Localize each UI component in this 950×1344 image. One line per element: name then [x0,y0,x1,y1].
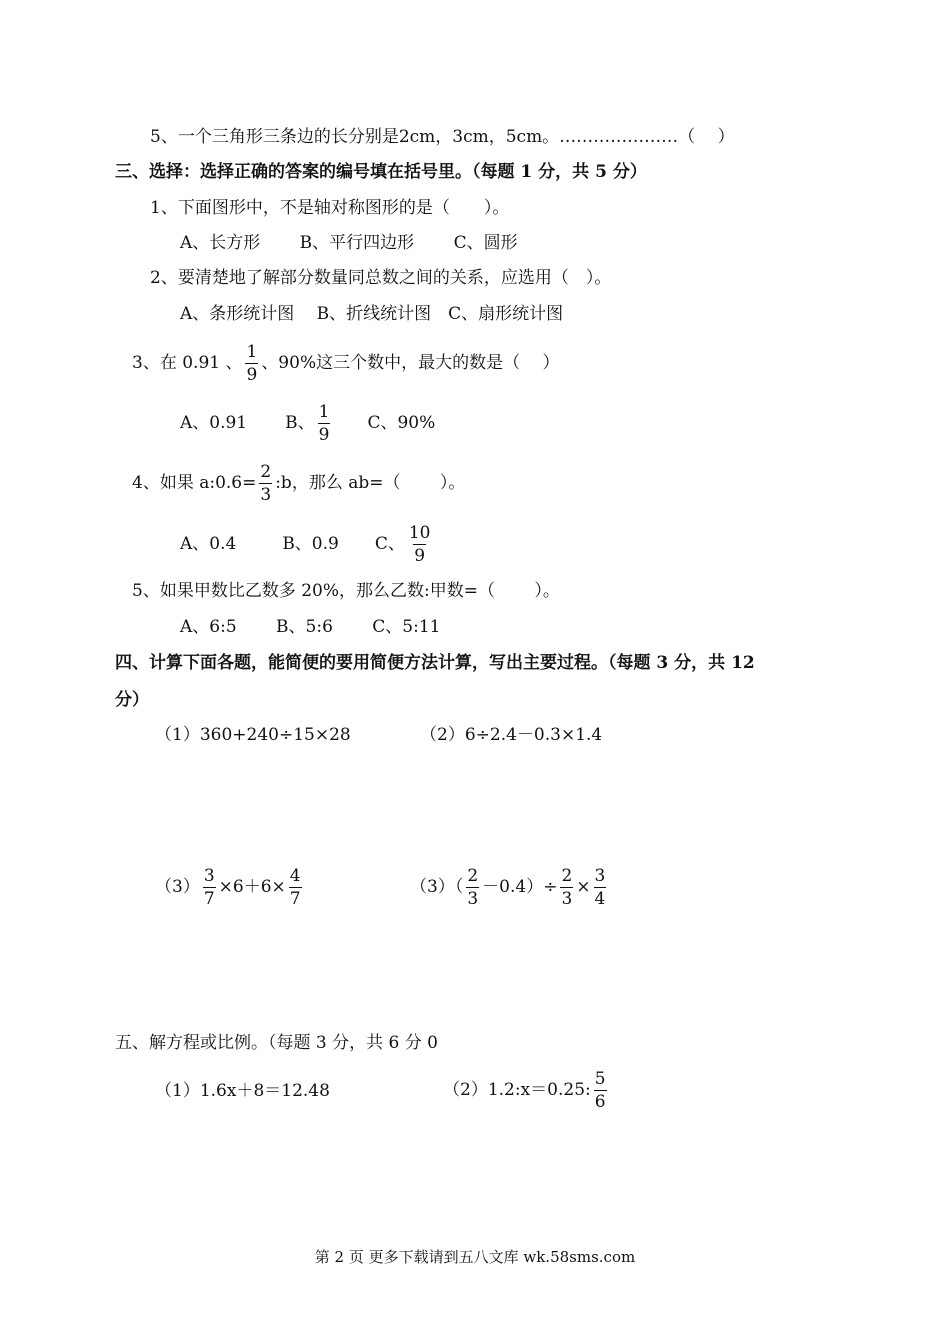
question-3-4-text-post: :b，那么 ab=（ ）。 [275,473,466,493]
question-3-2-options: A、条形统计图 B、折线统计图 C、扇形统计图 [180,304,564,324]
question-3-4-text-pre: 4、如果 a:0.6= [132,473,257,493]
fraction: $\frac{1}{9}$ [318,402,330,445]
question-3-3-options [180,403,435,444]
fraction: $\frac{4}{7}$ [289,866,301,909]
page-footer: 第 2 页 更多下载请到五八文库 wk.58sms.com [314,1248,636,1266]
section-4-heading-line-1: 四、计算下面各题，能简便的要用简便方法计算，写出主要过程。（每题 3 分，共 12 [115,653,755,673]
question-3-4-options [180,524,435,565]
fraction: $\frac{3}{7}$ [203,866,215,909]
fraction: $\frac{10}{9}$ [408,523,431,566]
question-3-5-options: A、6:5 B、5:6 C、5:11 [180,617,441,637]
question-3-1: 1、下面图形中，不是轴对称图形的是（ ）。 [150,198,510,218]
fraction: $\frac{2}{3}$ [561,866,573,909]
fraction: $\frac{5}{6}$ [594,1069,606,1112]
fraction: $\frac{1}{9}$ [246,342,258,385]
option-c: C、 [374,534,405,554]
question-3-2: 2、要清楚地了解部分数量同总数之间的关系，应选用（ ）。 [150,268,612,288]
section-5-heading: 五、解方程或比例。（每题 3 分，共 6 分 0 [115,1033,438,1053]
calc-problem-2: （2）6÷2.4－0.3×1.4 [420,725,603,745]
option-b: B、0.9 [282,534,339,554]
fraction: $\frac{3}{4}$ [594,866,606,909]
question-3-1-options: A、长方形 B、平行四边形 C、圆形 [180,233,518,253]
section-3-heading: 三、选择：选择正确的答案的编号填在括号里。（每题 1 分，共 5 分） [115,162,647,182]
option-c: C、90% [367,413,436,433]
calc-problem-1: （1）360+240÷15×28 [155,725,351,745]
fraction: $\frac{2}{3}$ [260,462,272,505]
fraction: $\frac{2}{3}$ [467,866,479,909]
section-4-heading-line-2: 分） [115,690,149,710]
equation-2: （2）1.2:x＝0.25: $\frac{5}{6}$ [443,1069,606,1112]
question-3-3 [132,343,560,384]
question-3-5: 5、如果甲数比乙数多 20%，那么乙数:甲数=（ ）。 [132,581,560,601]
question-3-3-text-pre: 3、在 0.91 、 [132,353,243,373]
question-3-4 [132,463,465,504]
option-b: B、 [285,413,315,433]
question-3-3-text-post: 、90%这三个数中，最大的数是（ ） [261,353,560,373]
calc-problem-4: （3）（ $\frac{2}{3}$ －0.4）÷ $\frac{2}{3}$ × $\frac{3}{4}$ [410,866,606,909]
question-triangle-sides: 5、一个三角形三条边的长分别是2cm，3cm，5cm。…………………（ ） [150,127,735,147]
option-a: A、0.91 [180,413,248,433]
calc-problem-3: （3） $\frac{3}{7}$ ×6＋6× $\frac{4}{7}$ [155,866,301,909]
option-a: A、0.4 [180,534,237,554]
equation-1: （1）1.6x＋8＝12.48 [155,1081,330,1101]
